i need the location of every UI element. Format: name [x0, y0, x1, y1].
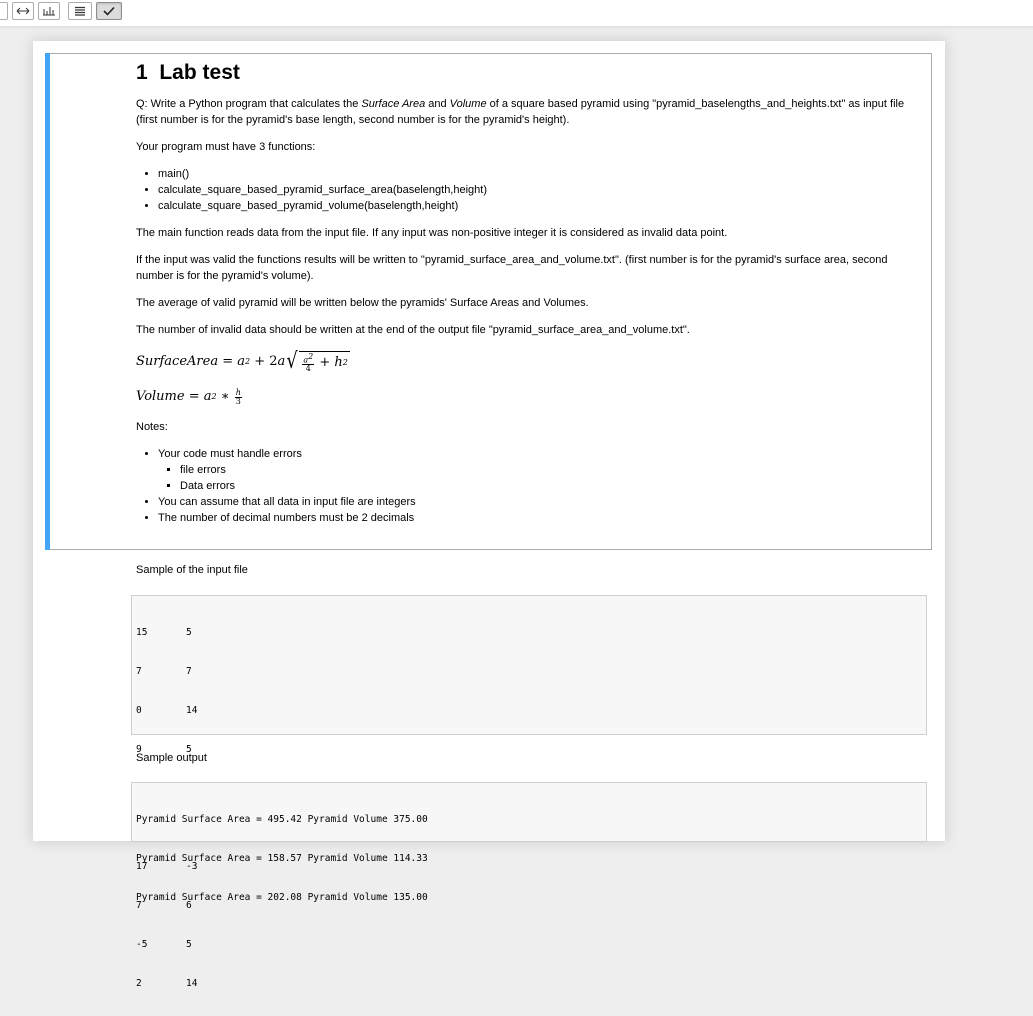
- table-row: Pyramid Surface Area = 202.08 Pyramid Volume 135.00: [136, 892, 428, 903]
- list-item: • You can assume that all data in input file are integers: [158, 494, 921, 510]
- notebook-container: [33, 41, 945, 989]
- list-item: • calculate_square_based_pyramid_surface_area(baselength,height): [158, 182, 921, 198]
- functions-list: [136, 166, 921, 214]
- volume-formula: Volume = a 2 ∗ $\frac{h}{3}$: [136, 387, 241, 406]
- list-button[interactable]: [68, 2, 92, 20]
- toolbar-button-partial[interactable]: [0, 2, 8, 20]
- notes-list: [136, 446, 921, 526]
- list-item: ▪ file errors: [180, 462, 921, 478]
- chart-button[interactable]: [38, 2, 60, 20]
- list-item: • The number of decimal numbers must be 2 decimals: [158, 510, 921, 526]
- list-icon: [74, 6, 86, 16]
- table-row: 15 5: [136, 627, 192, 638]
- notes-label: Notes:: [136, 421, 168, 433]
- table-row: 9 5: [136, 744, 192, 755]
- table-row: 7 6: [136, 900, 192, 911]
- check-button[interactable]: [96, 2, 122, 20]
- valid-input-paragraph: If the input was valid the functions results will be written to "pyramid_surface_area_and_volume.txt". (first number is for the pyramid's surface area, second number is for the pyramid's volume).: [136, 254, 888, 282]
- move-horizontal-button[interactable]: [12, 2, 34, 20]
- table-row: -5 5: [136, 939, 192, 950]
- average-paragraph: The average of valid pyramid will be written below the pyramids' Surface Areas and Volumes.: [136, 297, 589, 309]
- table-row: 2 14: [136, 978, 198, 989]
- list-item: • main(): [158, 166, 921, 182]
- markdown-content: [136, 60, 921, 537]
- invalid-data-paragraph: The number of invalid data should be written at the end of the output file "pyramid_surface_area_and_volume.txt".: [136, 324, 690, 336]
- page-title: 1 Lab test: [136, 61, 240, 84]
- list-item: ▪ Data errors: [180, 478, 921, 494]
- notebook-toolbar: [0, 0, 1033, 27]
- arrows-horizontal-icon: [16, 7, 30, 15]
- main-function-paragraph: The main function reads data from the input file. If any input was non-positive integer it is considered as invalid data point.: [136, 227, 728, 239]
- sample-output-label: Sample output: [136, 752, 207, 764]
- bar-chart-icon: [42, 6, 56, 16]
- sample-input-label: Sample of the input file: [136, 564, 248, 576]
- table-row: Pyramid Surface Area = 158.57 Pyramid Volume 114.33: [136, 853, 428, 864]
- table-row: 0 14: [136, 705, 198, 716]
- list-item: • Your code must handle errors ▪ file errors ▪ Data errors: [158, 446, 921, 494]
- list-item: • calculate_square_based_pyramid_volume(baselength,height): [158, 198, 921, 214]
- cell-selection-bar: [45, 53, 50, 550]
- question-paragraph: Q: Write a Python program that calculates the Surface Area and Volume of a square based pyramid using "pyramid_baselengths_and_heights.txt" as input file (first number is for the pyramid's base length, second number is for the pyramid's height).: [136, 98, 905, 126]
- functions-intro: Your program must have 3 functions:: [136, 141, 316, 153]
- table-row: 7 7: [136, 666, 192, 677]
- surface-area-formula: SurfaceArea = a 2 + 2 a √ $\frac{a^2}{4}$ + h 2: [136, 349, 348, 374]
- table-row: 17 -3: [136, 861, 198, 872]
- checkmark-icon: [103, 6, 115, 16]
- table-row: Pyramid Surface Area = 495.42 Pyramid Volume 375.00: [136, 814, 428, 825]
